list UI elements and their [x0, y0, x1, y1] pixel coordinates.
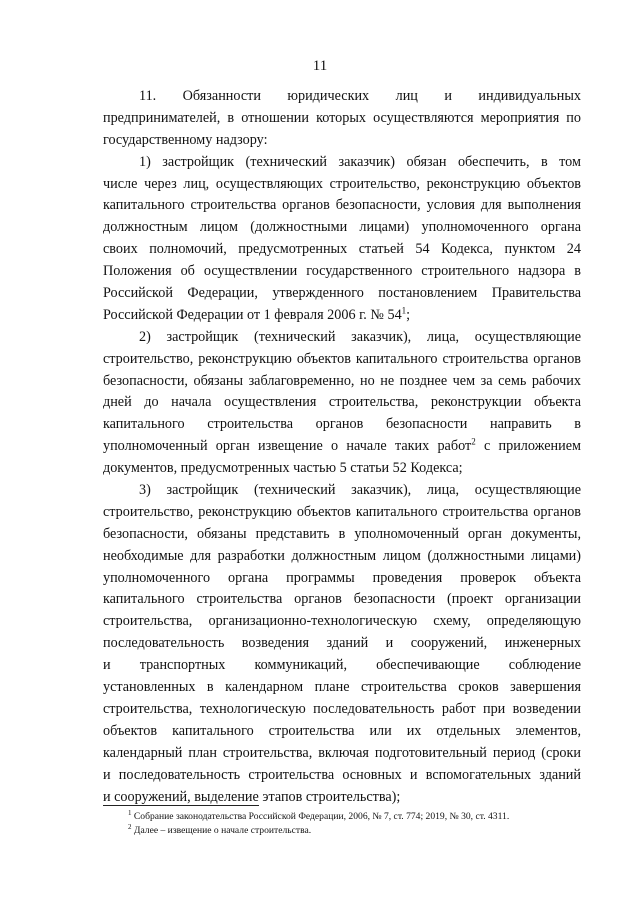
text-line: дней до начала осуществления строительства, реконструкции объекта [103, 394, 581, 411]
text-line: календарный план строительства, включая подготовительный период (сроки [103, 744, 581, 761]
text-line: 11. Обязанности юридических лиц и индивидуальных [139, 88, 581, 104]
footnote-2 [128, 824, 588, 838]
text-line: объектов капитального строительства или их отдельных элементов, [103, 722, 581, 739]
text-line: 3) застройщик (технический заказчик), лица, осуществляющие [139, 482, 581, 499]
footnote-1 [128, 810, 588, 824]
text-line: необходимые для разработки должностным лицом (должностными лицами) [103, 547, 581, 564]
footnote-text: Собрание законодательства Российской Федерации, 2006, № 7, ст. 774; 2019, № 30, ст. 4311. [131, 811, 510, 822]
text-line: капитального строительства органов безопасности, условия для выполнения [103, 197, 581, 214]
text-line: безопасности, обязаны представить в уполномоченный орган документы, [103, 525, 581, 542]
text-line: капитального строительства органов безопасности направить в [103, 416, 581, 433]
text-line-with-footnote [103, 305, 581, 327]
text-line: последовательность возведения зданий и сооружений, инженерных [103, 635, 581, 652]
text-line-with-footnote [103, 436, 581, 458]
text-fragment: с приложением [475, 438, 581, 455]
text-line: установленных в календарном плане строительства сроков завершения [103, 679, 581, 696]
text-line: 1) застройщик (технический заказчик) обязан обеспечить, в том [139, 153, 581, 170]
text-line: Российской Федерации, утвержденного постановлением Правительства [103, 285, 581, 302]
text-line: предпринимателей, в отношении которых осуществляются мероприятия по [103, 109, 581, 126]
text-line: строительства, технологическую последовательность работ при возведении [103, 700, 581, 717]
footnote-mark: 2 [128, 822, 132, 831]
text-line: строительство, реконструкцию объектов капитального строительства органов [103, 503, 581, 520]
text-line: и сооружений, выделение этапов строительства); [103, 788, 401, 805]
text-line: 2) застройщик (технический заказчик), лица, осуществляющие [139, 328, 581, 345]
text-line: должностным лицом (должностными лицами) уполномоченного органа [103, 219, 581, 236]
text-line: капитального строительства органов безопасности (проект организации [103, 591, 581, 608]
text-line: и транспортных коммуникаций, обеспечивающие соблюдение [103, 657, 581, 674]
text-line: строительства, организационно-технологическую схему, определяющую [103, 613, 581, 630]
text-line: числе через лиц, осуществляющих строительство, реконструкцию объектов [103, 175, 581, 192]
footnote-ref: 1 [401, 305, 407, 316]
text-line: государственному надзору: [103, 131, 268, 148]
main-text [103, 86, 581, 808]
text-line: уполномоченного органа программы проведения проверок объекта [103, 569, 581, 586]
text-fragment: Российской Федерации от 1 февраля 2006 г. № 54 [103, 306, 402, 323]
footnotes [128, 810, 588, 838]
text-line: Положения об осуществлении государственного строительного надзора в [103, 263, 581, 280]
text-line: безопасности, обязаны заблаговременно, но не позднее чем за семь рабочих [103, 372, 581, 389]
footnote-ref: 2 [471, 436, 476, 447]
text-line: документов, предусмотренных частью 5 статьи 52 Кодекса; [103, 460, 463, 477]
page-number: 11 [312, 58, 328, 74]
footnote-mark: 1 [128, 808, 132, 817]
footnote-text: Далее – извещение о начале строительства. [131, 825, 312, 836]
footnote-divider [103, 805, 259, 806]
text-fragment: ; [406, 306, 411, 323]
text-line: своих полномочий, предусмотренных статьей 54 Кодекса, пунктом 24 [103, 241, 581, 258]
text-line: строительство, реконструкцию объектов капитального строительства органов [103, 350, 581, 367]
text-line: и последовательность строительства основных и вспомогательных зданий [103, 766, 581, 783]
text-fragment: уполномоченный орган извещение о начале таких работ [103, 438, 472, 455]
